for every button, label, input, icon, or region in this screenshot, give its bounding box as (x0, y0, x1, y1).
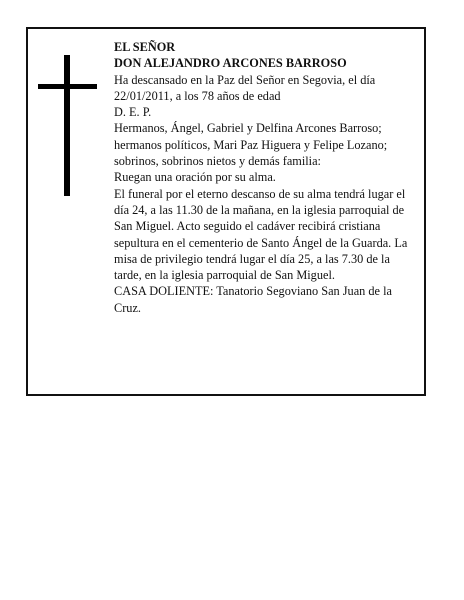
funeral-details: El funeral por el eterno descanso de su alma tendrá lugar el día 24, a las 11.30 de la mañana, en la iglesia parroquial de San Miguel. Acto seguido el cadáver recibirá cristiana sepultura en el cementerio de Santo Ángel de la Guarda. La misa de privilegio tendrá lugar el día 25, a las 7.30 de la tarde, en la iglesia parroquial de San Miguel. (114, 186, 408, 283)
obituary-text (114, 39, 420, 316)
mourning-house: CASA DOLIENTE: Tanatorio Segoviano San Juan de la Cruz. (114, 284, 392, 315)
cross-vertical-bar (64, 55, 70, 196)
rip-line: D. E. P. (114, 105, 152, 120)
deceased-name: DON ALEJANDRO ARCONES BARROSO (114, 56, 347, 71)
prayer-request: Ruegan una oración por su alma. (114, 170, 276, 185)
family-list: Hermanos, Ángel, Gabriel y Delfina Arcones Barroso; hermanos políticos, Mari Paz Higuera y Felipe Lozano; sobrinos, sobrinos nietos y demás familia: (114, 121, 388, 169)
title-line-1: EL SEÑOR (114, 40, 176, 54)
death-info: Ha descansado en la Paz del Señor en Segovia, el día 22/01/2011, a los 78 años de edad (114, 72, 376, 103)
cross-horizontal-bar (38, 84, 97, 89)
